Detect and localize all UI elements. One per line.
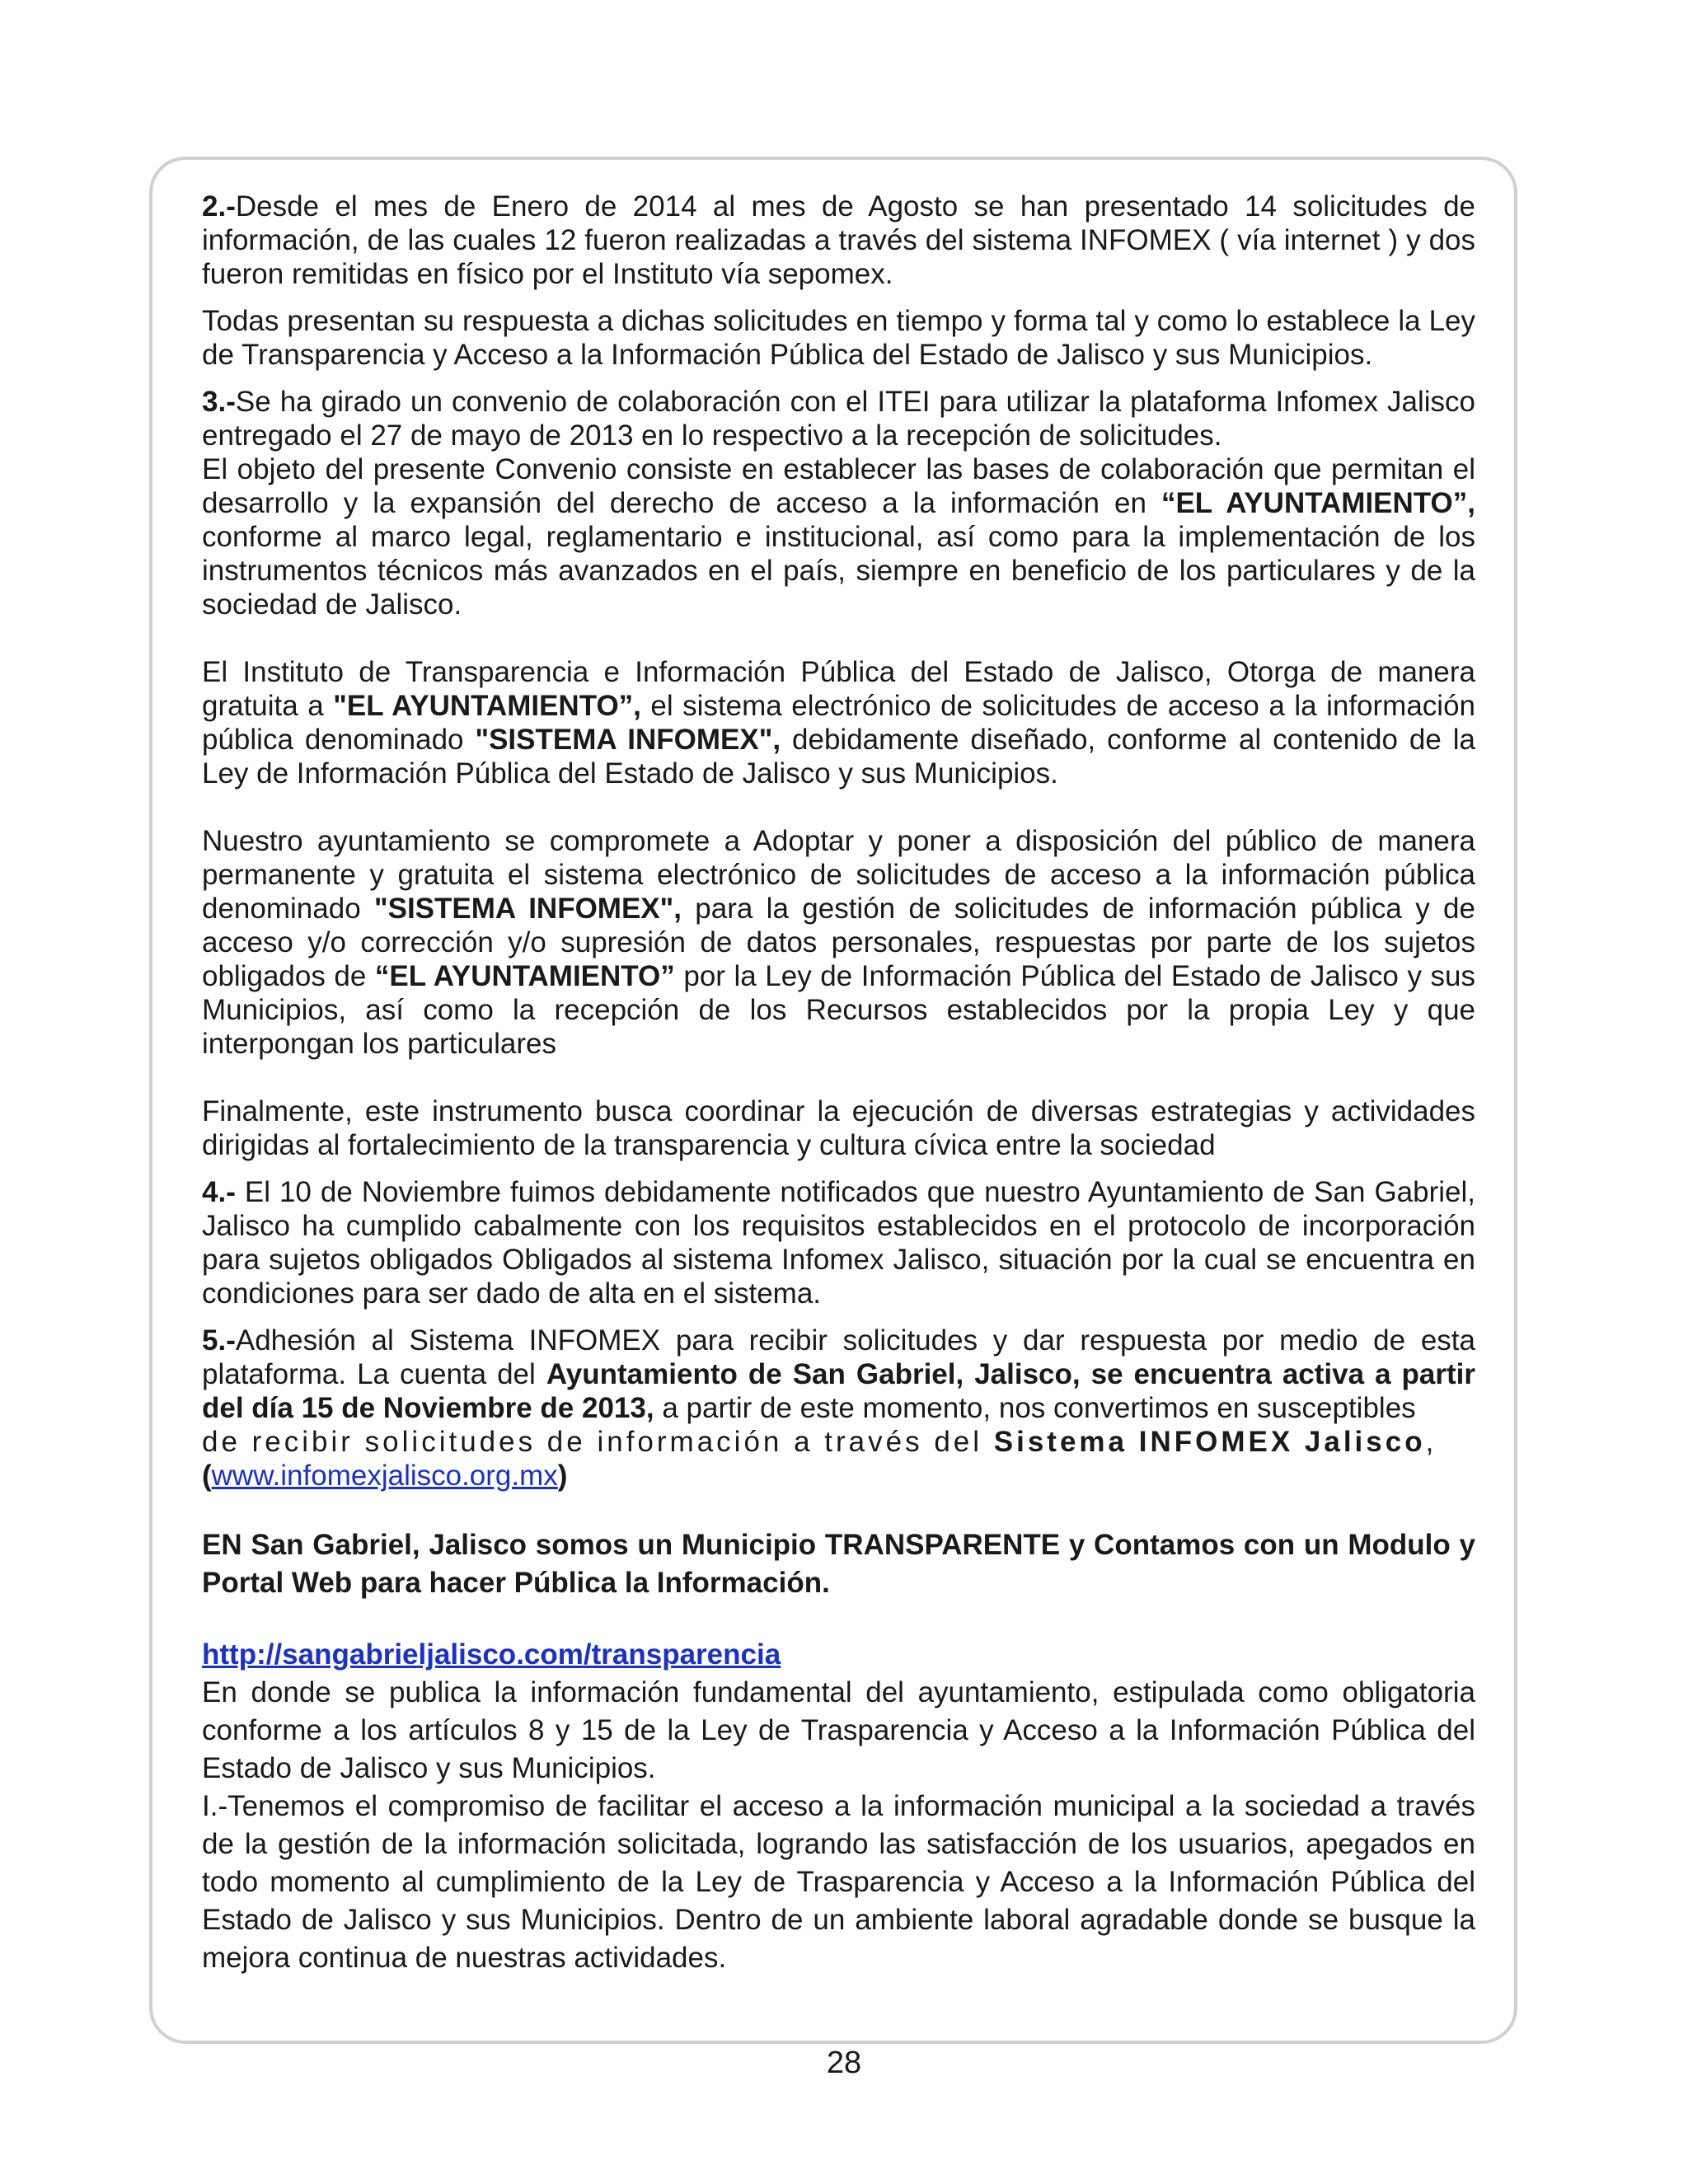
bold-text: EN San Gabriel, Jalisco somos un Municipio TRANSPARENTE y Contamos con un Modulo y Portal Web para hacer Pública la Información. — [202, 1529, 1475, 1599]
item-number: 4.- — [202, 1176, 236, 1208]
paragraph-institute — [202, 655, 1475, 790]
paragraph-convenio-object — [202, 452, 1475, 621]
infomex-link[interactable]: www.infomexjalisco.org.mx — [211, 1460, 558, 1492]
bold-text: Ayuntamiento de San Gabriel, Jalisco, se encuentra activa a partir del día 15 de Noviembre de 2013, — [202, 1358, 1475, 1424]
paragraph-text: El objeto del presente Convenio consiste en establecer las bases de colaboración que permitan el desarrollo y la expansión del derecho de acceso a la información en — [202, 453, 1475, 519]
paragraph-text: I.-Tenemos el compromiso de facilitar el acceso a la información municipal a la sociedad a través de la gestión de la información solicitada, logrando las satisfacción de los usuarios, apegados en todo momento al cumplimiento de la Ley de Trasparencia y Acceso a la Información Pública del Estado de Jalisco y sus Municipios. Dentro de un ambiente laboral agradable donde se busque la mejora continua de nuestras actividades. — [202, 1790, 1475, 1974]
paragraph-item-4 — [202, 1175, 1475, 1310]
infomex-link-line — [202, 1459, 1475, 1493]
paragraph-text: Adhesión al Sistema INFOMEX para recibir solicitudes y dar respuesta por medio de esta plataforma. La cuenta del — [202, 1324, 1475, 1390]
bold-text: Sistema INFOMEX Jalisco — [993, 1426, 1426, 1458]
paragraph-text: Todas presentan su respuesta a dichas solicitudes en tiempo y forma tal y como lo establece la Ley de Transparencia y Acceso a la Información Pública del Estado de Jalisco y sus Municipios. — [202, 305, 1475, 371]
paragraph-text: conforme al marco legal, reglamentario e institucional, así como para la implementación de los instrumentos técnicos más avanzados en el país, siempre en beneficio de los particulares y de la sociedad de Jalisco. — [202, 521, 1475, 621]
paragraph-text: de recibir solicitudes de información a través del — [202, 1426, 994, 1458]
bracket-text: ( — [202, 1460, 212, 1492]
paragraph-fundamental-info — [202, 1674, 1475, 1788]
paragraph-text: debidamente diseñado, conforme al contenido de la Ley de Información Pública del Estado de Jalisco y sus Municipios. — [202, 724, 1476, 790]
paragraph-item-5 — [202, 1324, 1475, 1425]
transparency-link-line — [202, 1636, 1475, 1674]
document-body — [202, 190, 1475, 1977]
paragraph-commitment-i — [202, 1788, 1475, 1977]
paragraph-text: Desde el mes de Enero de 2014 al mes de Agosto se han presentado 14 solicitudes de información, de las cuales 12 fueron realizadas a través del sistema INFOMEX ( vía internet ) y dos fueron remitidas en físico por el Instituto vía sepomex. — [202, 190, 1475, 290]
paragraph-text: Se ha girado un convenio de colaboración con el ITEI para utilizar la plataforma Infomex Jalisco entregado el 27 de mayo de 2013 en lo respectivo a la recepción de solicitudes. — [202, 386, 1475, 452]
bold-text: “EL AYUNTAMIENTO”, — [1160, 487, 1475, 519]
paragraph-text: a partir de este momento, nos convertimos en susceptibles — [654, 1392, 1416, 1424]
paragraph-text: , — [1425, 1426, 1437, 1458]
paragraph-transparent-municipality — [202, 1526, 1475, 1602]
bold-text: "SISTEMA INFOMEX", — [475, 724, 781, 756]
paragraph-item-3 — [202, 385, 1475, 452]
paragraph-text: Nuestro ayuntamiento se compromete a Adoptar y poner a disposición del público de manera permanente y gratuita el sistema electrónico de solicitudes de acceso a la información pública denominado — [202, 825, 1475, 925]
page-number: 28 — [826, 2046, 862, 2080]
paragraph-item-5-continued — [202, 1425, 1475, 1459]
item-number: 3.- — [202, 386, 236, 418]
paragraph-text: por la Ley de Información Pública del Estado de Jalisco y sus Municipios, así como la recepción de los Recursos establecidos por la propia Ley y que interpongan los particulares — [202, 960, 1475, 1060]
paragraph-commitment — [202, 824, 1475, 1061]
paragraph-text: Finalmente, este instrumento busca coordinar la ejecución de diversas estrategias y actividades dirigidas al fortalecimiento de la transparencia y cultura cívica entre la sociedad — [202, 1095, 1475, 1161]
paragraph-text: En donde se publica la información fundamental del ayuntamiento, estipulada como obligatoria conforme a los artículos 8 y 15 de la Ley de Trasparencia y Acceso a la Información Pública del Estado de Jalisco y sus Municipios. — [202, 1676, 1475, 1784]
paragraph-text: El Instituto de Transparencia e Información Pública del Estado de Jalisco, Otorga de manera gratuita a — [202, 656, 1475, 722]
item-number: 5.- — [202, 1324, 236, 1357]
bold-text: “EL AYUNTAMIENTO” — [374, 960, 675, 992]
paragraph-text: para la gestión de solicitudes de información pública y de acceso y/o corrección y/o supresión de datos personales, respuestas por parte de los sujetos obligados de — [202, 893, 1475, 992]
item-number: 2.- — [202, 190, 236, 223]
bold-text: "EL AYUNTAMIENTO”, — [333, 690, 641, 722]
paragraph-finally — [202, 1094, 1475, 1162]
transparency-link[interactable]: http://sangabrieljalisco.com/transparencia — [202, 1638, 781, 1671]
paragraph-text: El 10 de Noviembre fuimos debidamente notificados que nuestro Ayuntamiento de San Gabriel, Jalisco ha cumplido cabalmente con los requisitos establecidos en el protocolo de incorporación para sujetos obligados Obligados al sistema Infomex Jalisco, situación por la cual se encuentra en condiciones para ser dado de alta en el sistema. — [202, 1176, 1475, 1310]
bold-text: "SISTEMA INFOMEX", — [374, 893, 682, 925]
paragraph-responses — [202, 304, 1475, 372]
paragraph-item-2 — [202, 190, 1475, 291]
bracket-text: ) — [557, 1460, 568, 1492]
paragraph-text: el sistema electrónico de solicitudes de acceso a la información pública denominado — [202, 690, 1475, 756]
